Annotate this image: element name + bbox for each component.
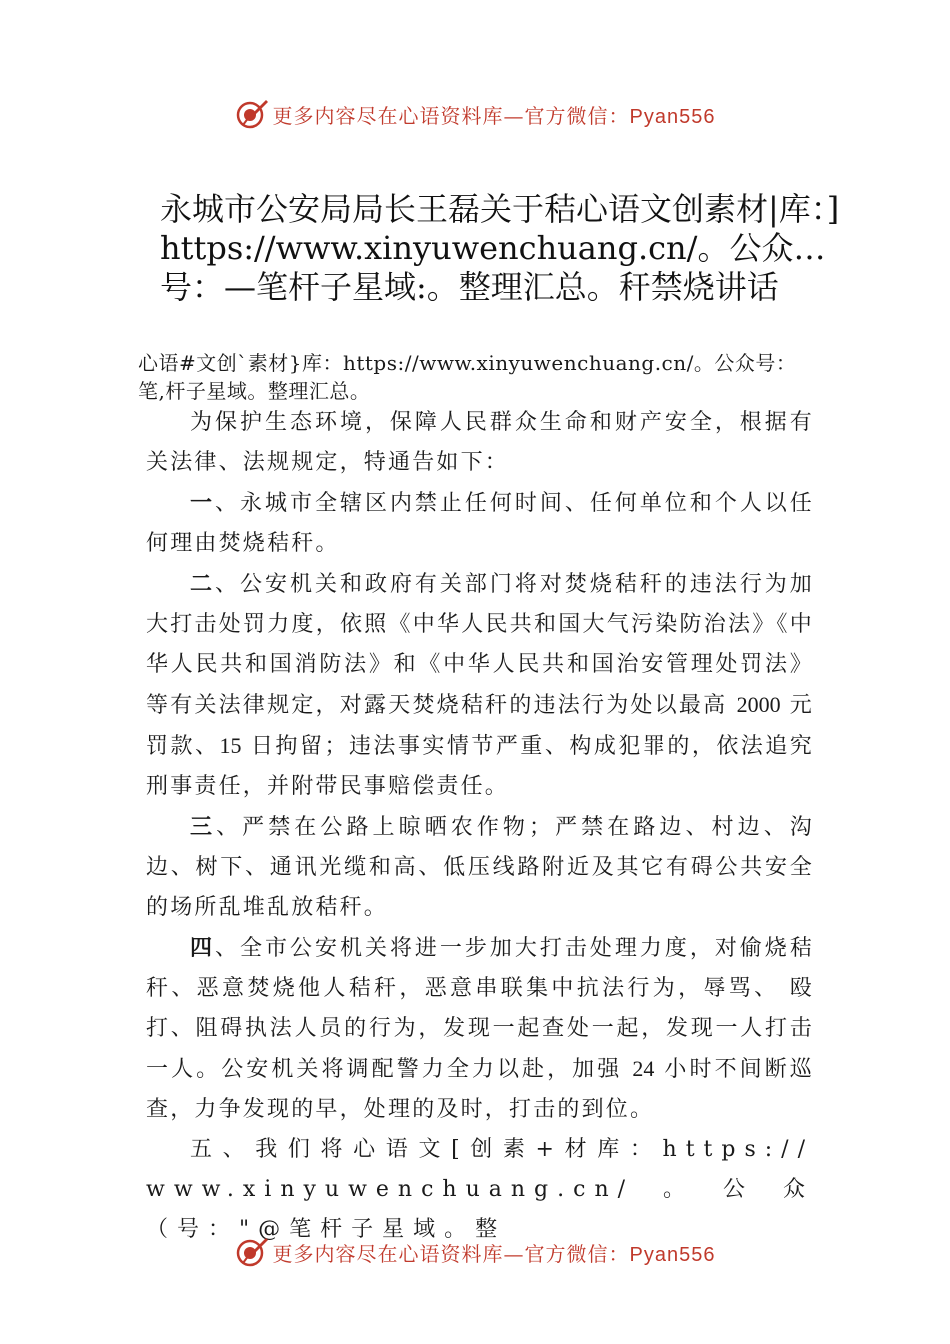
wechat-id: Pyan556 [629, 1243, 716, 1266]
paragraph-number: 四 [190, 935, 215, 961]
header-banner [0, 94, 950, 134]
footer-banner [0, 1232, 950, 1272]
intro-paragraph: 为保护生态环境，保障人民群众生命和财产安全，根据有关法律、法规规定，特通告如下： [146, 410, 814, 475]
banner-text: 更多内容尽在心语资料库—官方微信：Pyan556 [272, 1241, 716, 1266]
paragraph-number: 三 [190, 814, 217, 840]
paragraph-1: 一、永城市全辖区内禁止任何时间、任何单位和个人以任何理由焚烧秸秆。 [146, 490, 814, 556]
document-title: 永城市公安局局长王磊关于秸心语文创素材|库：]https://www.xinyuwenchuang.cn/。公众…号：—笔杆子星域:。整理汇总。秆禁烧讲话 [160, 190, 840, 306]
paragraph-5: 五、我们将心语文[创素+材库：https://www.xinyuwenchuang.cn/。公众（号："@笔杆子星域。整 [146, 1137, 814, 1242]
paragraph-number: 二 [190, 571, 215, 597]
paragraph-4: 四、全市公安机关将进一步加大打击处理力度，对偷烧秸秆、恶意焚烧他人秸秆，恶意串联集中抗法行为，辱骂、 殴打、阻碍执法人员的行为，发现一起查处一起，发现一人打击一人。公安机关将调配警力全力以赴，加强 24 小时不间断巡查，力争发现的早，处理的及时，打击的到位。 [146, 935, 814, 1122]
paragraph-3: 三、严禁在公路上晾晒农作物；严禁在路边、村边、沟边、树下、通讯光缆和高、低压线路附近及其它有碍公共安全的场所乱堆乱放秸秆。 [146, 814, 814, 920]
source-note: 心语#文创`素材}库：https://www.xinyuwenchuang.cn/。公众号：笔,杆子星域。整理汇总。 [138, 351, 797, 403]
paragraph-number: 一 [190, 490, 215, 516]
document-body [146, 403, 814, 1250]
banner-text: 更多内容尽在心语资料库—官方微信：Pyan556 [272, 103, 716, 128]
wechat-id: Pyan556 [629, 105, 716, 128]
quill-seal-icon [235, 1235, 269, 1269]
paragraph-2: 二、公安机关和政府有关部门将对焚烧秸秆的违法行为加大打击处罚力度，依照《中华人民共和国大气污染防治法》《中华人民共和国消防法》和《中华人民共和国治安管理处罚法》等有关法律规定，对露天焚烧秸秆的违法行为处以最高 2000 元罚款、15 日拘留；违法事实情节严重、构成犯罪的，依法追究刑事责任，并附带民事赔偿责任。 [146, 571, 814, 799]
quill-seal-icon [235, 97, 269, 131]
